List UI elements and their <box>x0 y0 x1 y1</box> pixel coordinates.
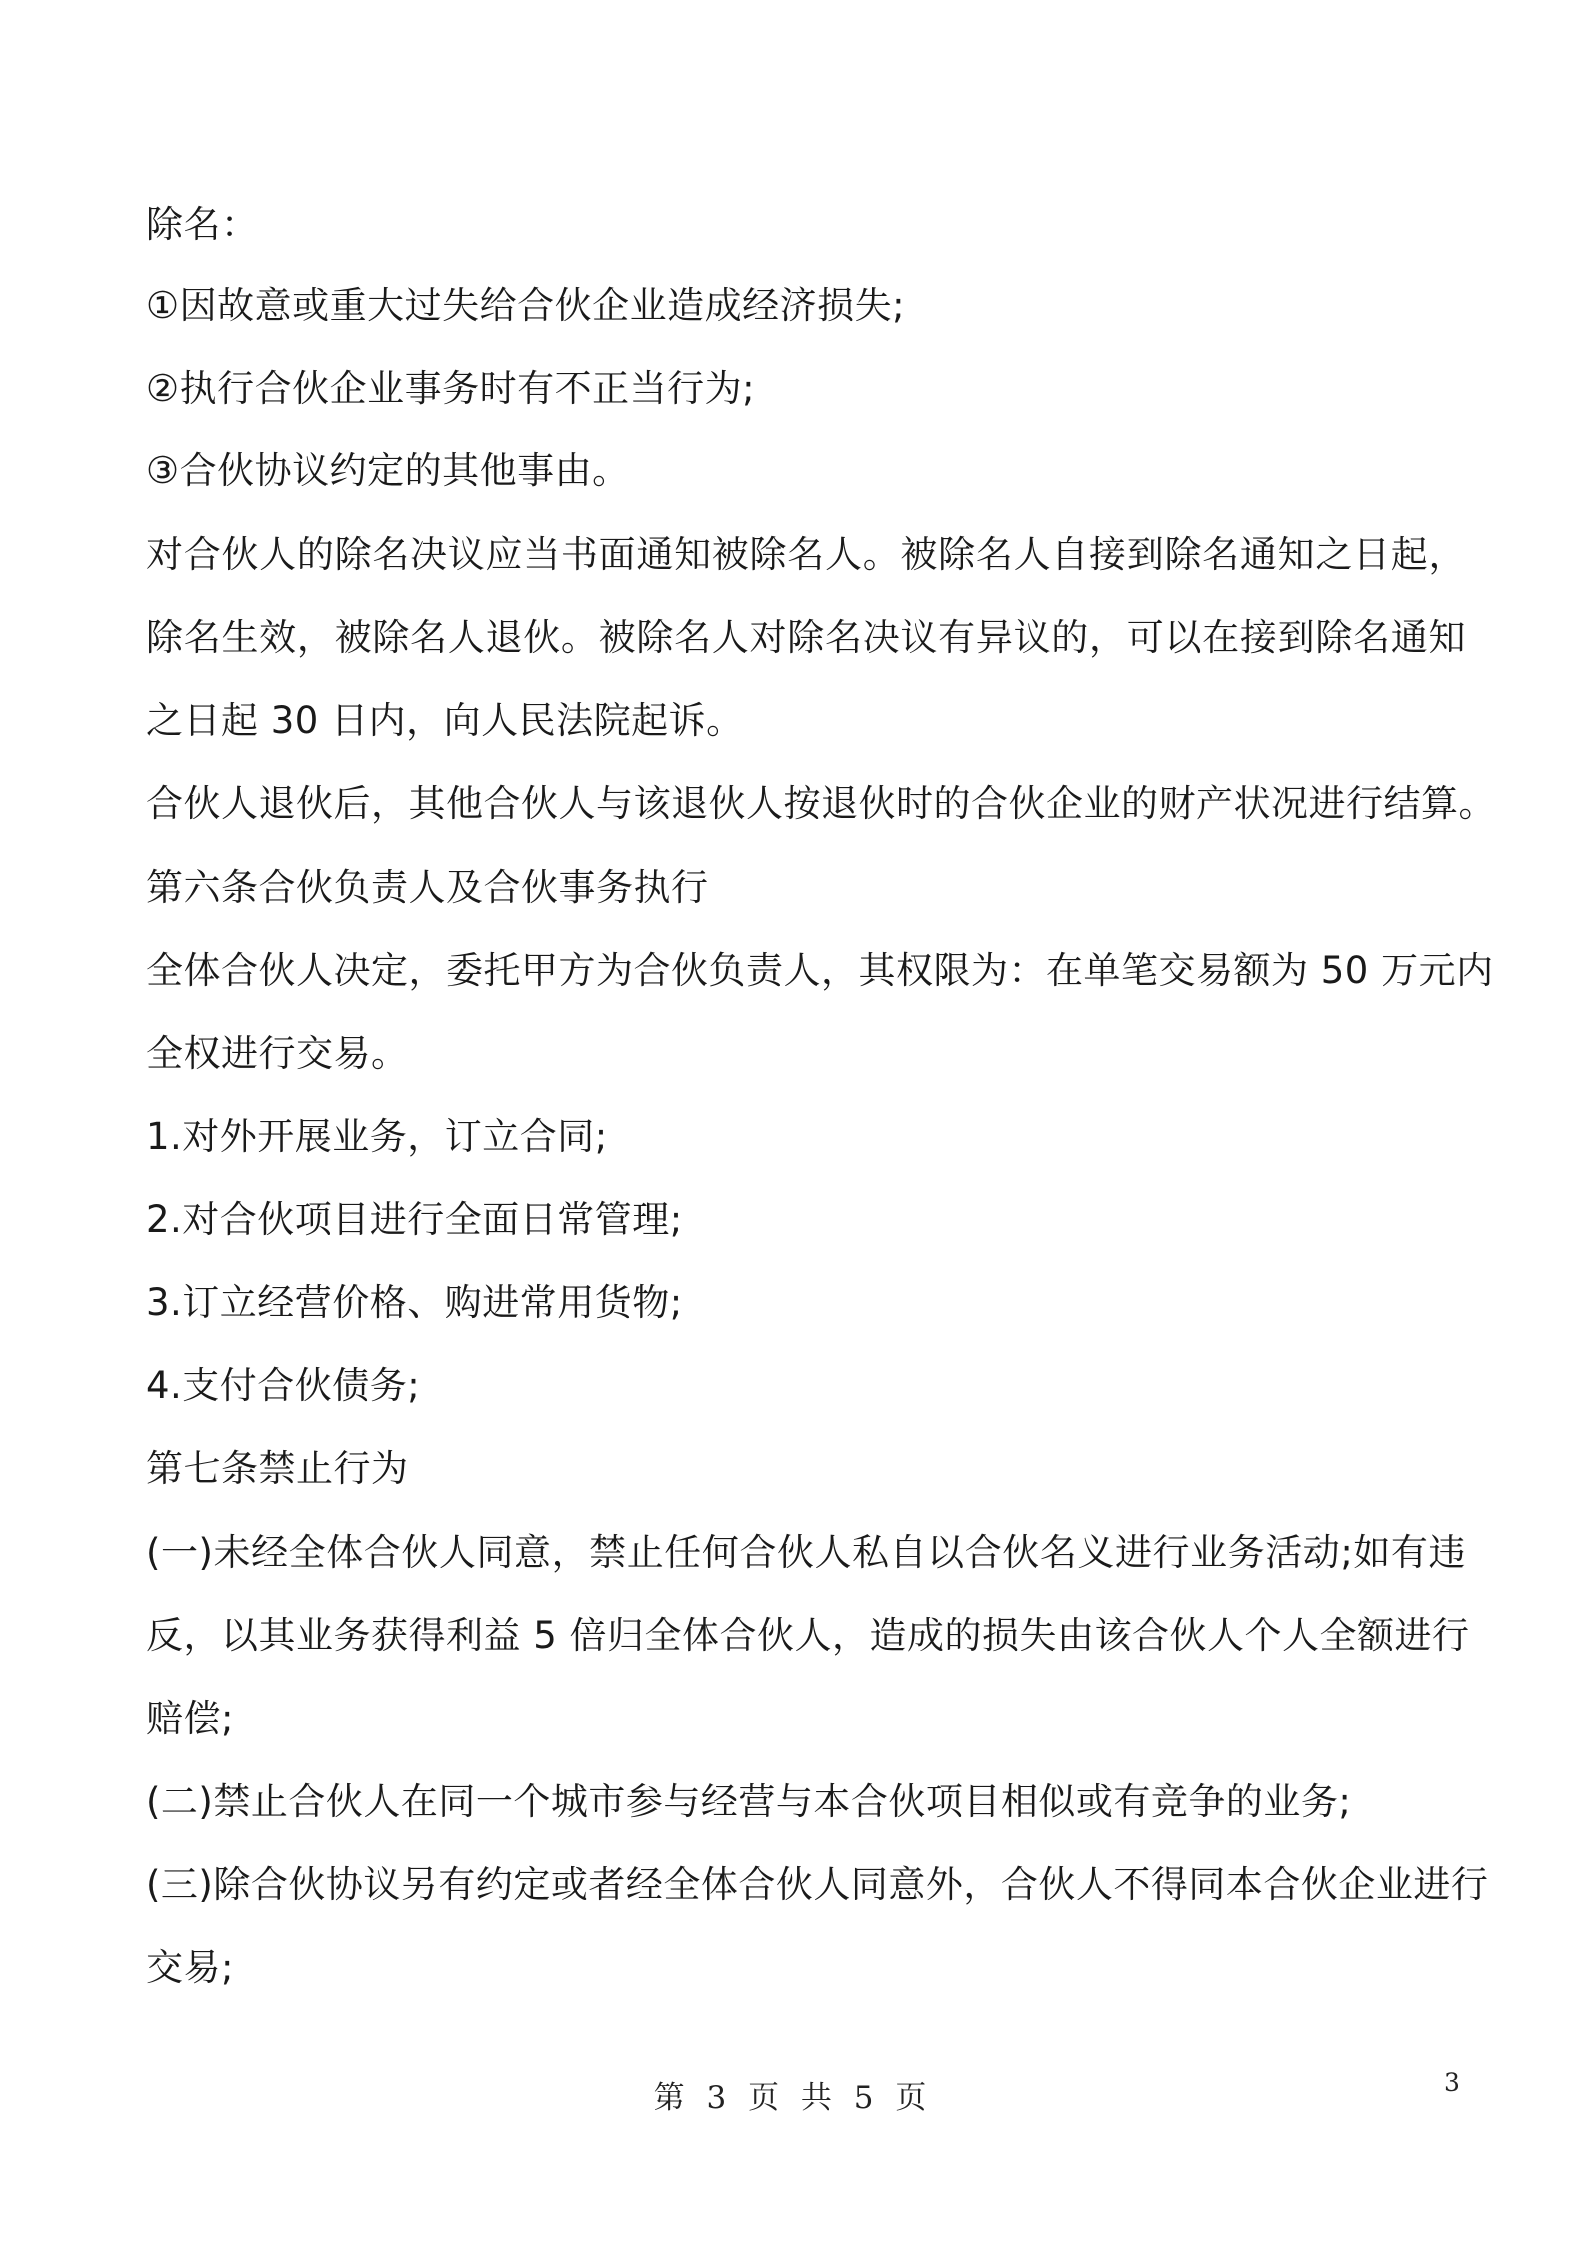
text-line-19: 赔偿; <box>146 1697 234 1740</box>
text-line-4: ③合伙协议约定的其他事由。 <box>146 449 630 492</box>
text-line-5: 对合伙人的除名决议应当书面通知被除名人。被除名人自接到除名通知之日起， <box>146 533 1466 576</box>
text-line-7: 之日起 30 日内，向人民法院起诉。 <box>146 699 744 742</box>
text-line-17: (一)未经全体合伙人同意，禁止任何合伙人私自以合伙名义进行业务活动;如有违 <box>146 1531 1466 1574</box>
text-line-3: ②执行合伙企业事务时有不正当行为; <box>146 367 756 410</box>
text-line-2: ①因故意或重大过失给合伙企业造成经济损失; <box>146 284 906 327</box>
section-heading-6: 第六条合伙负责人及合伙事务执行 <box>146 866 709 909</box>
text-line-10: 全体合伙人决定，委托甲方为合伙负责人，其权限为：在单笔交易额为 50 万元内 <box>146 949 1494 992</box>
text-line-18: 反，以其业务获得利益 5 倍归全体合伙人，造成的损失由该合伙人个人全额进行 <box>146 1614 1470 1657</box>
section-heading-7: 第七条禁止行为 <box>146 1447 409 1490</box>
text-line-1: 除名： <box>146 203 259 246</box>
text-line-11: 全权进行交易。 <box>146 1032 409 1075</box>
text-line-21: (三)除合伙协议另有约定或者经全体合伙人同意外，合伙人不得同本合伙企业进行 <box>146 1863 1489 1906</box>
list-item-3: 3.订立经营价格、购进常用货物; <box>146 1281 683 1324</box>
page-number: 3 <box>1444 2068 1460 2097</box>
list-item-4: 4.支付合伙债务; <box>146 1364 421 1407</box>
list-item-2: 2.对合伙项目进行全面日常管理; <box>146 1198 683 1241</box>
text-line-8: 合伙人退伙后，其他合伙人与该退伙人按退伙时的合伙企业的财产状况进行结算。 <box>146 782 1496 825</box>
text-line-20: (二)禁止合伙人在同一个城市参与经营与本合伙项目相似或有竞争的业务; <box>146 1780 1352 1823</box>
text-line-22: 交易; <box>146 1946 234 1989</box>
list-item-1: 1.对外开展业务，订立合同; <box>146 1115 608 1158</box>
text-line-6: 除名生效，被除名人退伙。被除名人对除名决议有异议的，可以在接到除名通知 <box>146 616 1466 659</box>
page-footer-label: 第 3 页 共 5 页 <box>653 2080 933 2116</box>
